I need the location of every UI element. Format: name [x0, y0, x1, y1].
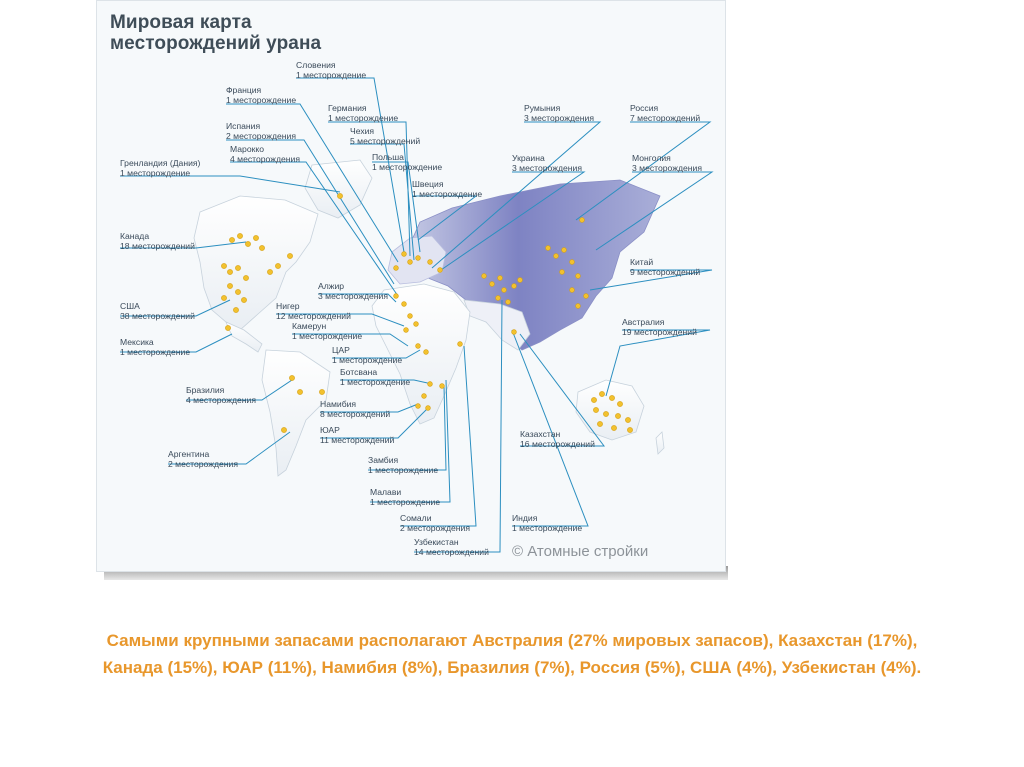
annotation-uzbekistan: Узбекистан 14 месторождений: [414, 537, 489, 557]
annotation-argentina: Аргентина 2 месторождения: [168, 449, 238, 469]
annotation-slovenia: Словения 1 месторождение: [296, 60, 367, 80]
annotation-spain: Испания 2 месторождения: [226, 121, 296, 141]
annotation-kazakhstan: Казахстан 16 месторождений: [520, 429, 595, 449]
annotation-czech: Чехия 5 месторождений: [350, 126, 421, 146]
caption-line1: Самыми крупными запасами располагают Австралия (27% мировых запасов), Казахстан (17%),: [106, 631, 918, 650]
annotation-cameroon: Камерун 1 месторождение: [292, 321, 363, 341]
annotation-greenland: Гренландия (Дания) 1 месторождение: [120, 158, 201, 178]
annotation-car: ЦАР 1 месторождение: [332, 345, 403, 365]
annotation-zambia: Замбия 1 месторождение: [368, 455, 439, 475]
annotation-sweden: Швеция 1 месторождение: [412, 179, 483, 199]
annotation-brazil: Бразилия 4 месторождения: [186, 385, 256, 405]
annotation-germany: Германия 1 месторождение: [328, 103, 399, 123]
annotation-morocco: Марокко 4 месторождения: [230, 144, 300, 164]
annotation-india: Индия 1 месторождение: [512, 513, 583, 533]
annotation-australia: Австралия 19 месторождений: [622, 317, 697, 337]
new-zealand-landmass: [656, 432, 664, 454]
world-map: [96, 0, 726, 570]
annotation-sar: ЮАР 11 месторождений: [320, 425, 395, 445]
map-title-line1: Мировая карта: [110, 12, 252, 33]
caption: [0, 627, 1024, 681]
annotation-romania: Румыния 3 месторождения: [524, 103, 594, 123]
annotation-canada: Канада 18 месторождений: [120, 231, 195, 251]
annotation-mexico: Мексика 1 месторождение: [120, 337, 191, 357]
annotation-niger: Нигер 12 месторождений: [276, 301, 351, 321]
annotation-poland: Польша 1 месторождение: [372, 152, 443, 172]
caption-line2: Канада (15%), ЮАР (11%), Намибия (8%), Бразилия (7%), Россия (5%), США (4%), Узбекистан (4%).: [102, 658, 922, 677]
annotation-botswana: Ботсвана 1 месторождение: [340, 367, 411, 387]
annotation-china: Китай 9 месторождений: [630, 257, 701, 277]
annotation-ukraine: Украина 3 месторождения: [512, 153, 582, 173]
annotation-algeria: Алжир 3 месторождения: [318, 281, 388, 301]
annotation-usa: США 38 месторождений: [120, 301, 195, 321]
annotation-malawi: Малави 1 месторождение: [370, 487, 441, 507]
annotation-mongolia: Монголия 3 месторождения: [632, 153, 702, 173]
watermark: © Атомные стройки: [512, 543, 649, 560]
annotation-somalia: Сомали 2 месторождения: [400, 513, 470, 533]
annotation-france: Франция 1 месторождение: [226, 85, 297, 105]
annotation-russia: Россия 7 месторождений: [630, 103, 701, 123]
map-title-line2: месторождений урана: [110, 33, 322, 54]
annotation-namibia: Намибия 8 месторождений: [320, 399, 391, 419]
